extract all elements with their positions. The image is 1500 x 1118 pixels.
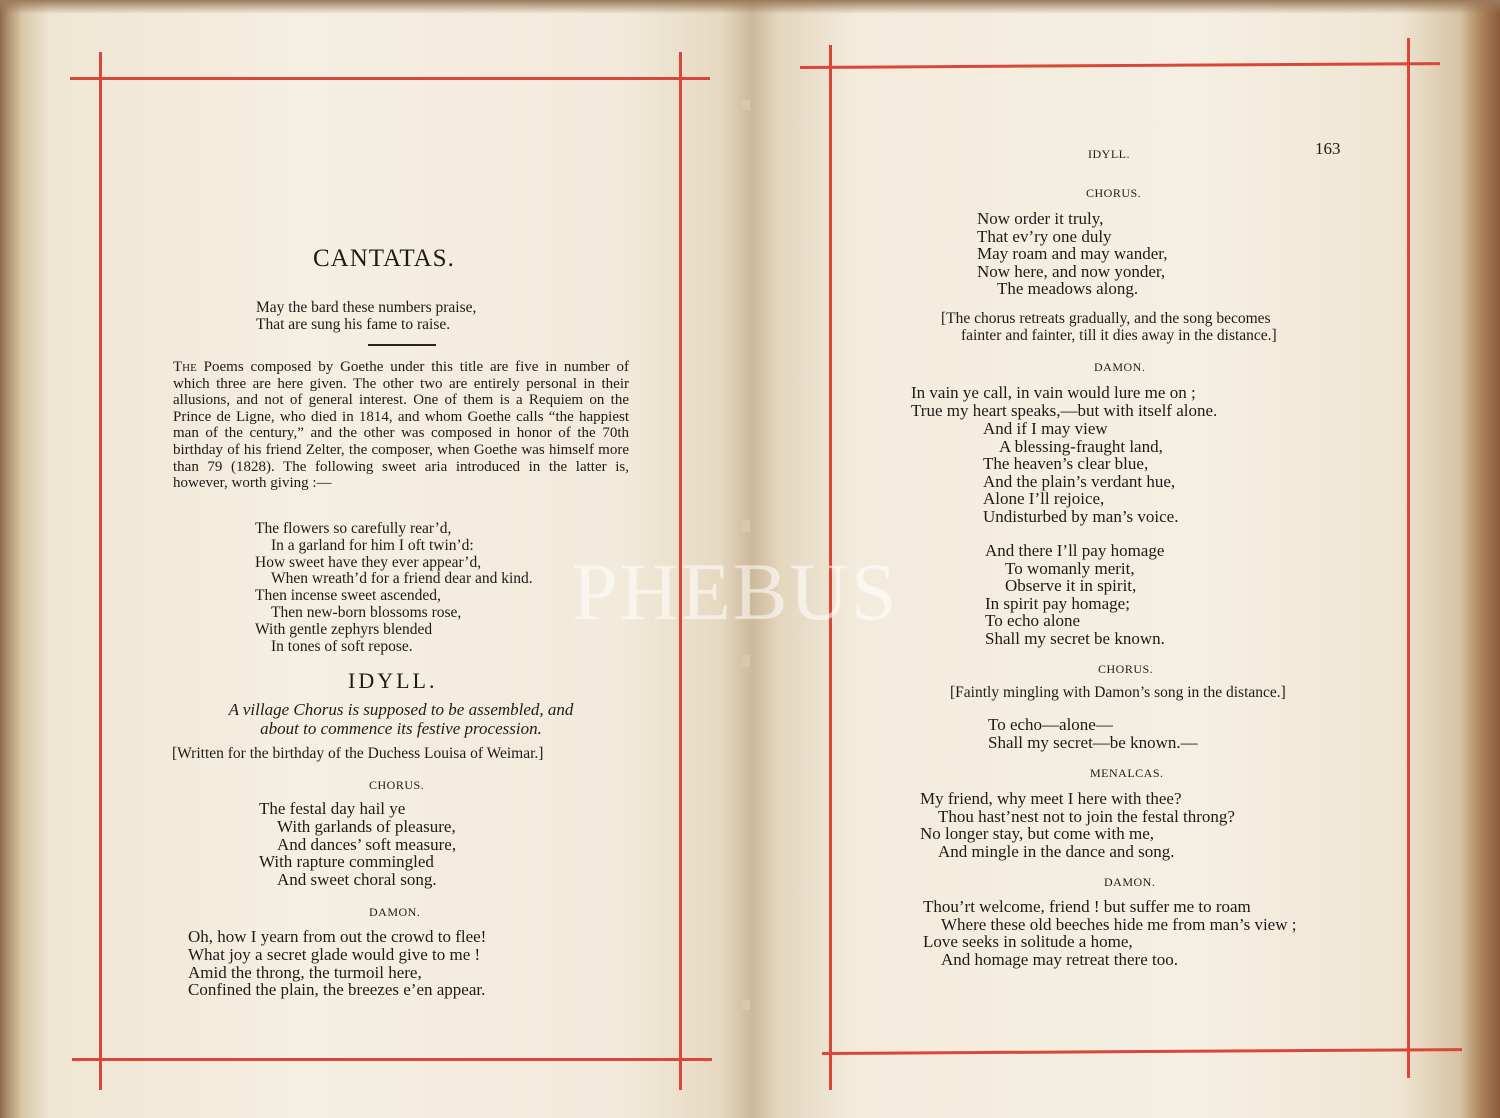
stage-line: [The chorus retreats gradually, and the song becomes: [941, 310, 1271, 327]
damon-verse: [911, 384, 1217, 419]
speaker-heading: CHORUS.: [1086, 186, 1142, 200]
verse-line: To echo—alone—: [988, 715, 1113, 734]
verse-line: Thou hast’nest not to join the festal throng?: [938, 806, 1235, 826]
verse-line: In vain ye call, in vain would lure me on ;: [911, 383, 1196, 402]
verse-line: Alone I’ll rejoice,: [983, 489, 1105, 508]
idyll-subtitle-line: about to commence its festive procession.: [260, 719, 542, 738]
verse-line: My friend, why meet I here with thee?: [920, 789, 1182, 808]
menalcas-verse: [920, 790, 1235, 860]
verse-line: Shall my secret be known.: [985, 628, 1165, 648]
verse-line: And there I’ll pay homage: [985, 541, 1165, 560]
epigraph-line: That are sung his fame to raise.: [256, 315, 451, 333]
chorus-verse: [977, 210, 1168, 298]
chorus-verse: [988, 716, 1198, 751]
damon-verse: [923, 898, 1296, 968]
damon-verse: [985, 542, 1165, 647]
damon-verse: [983, 420, 1178, 525]
verse-line: Confined the plain, the breezes e’en appear.: [188, 980, 486, 1000]
verse-line: And sweet choral song.: [277, 870, 437, 890]
stage-direction: [941, 310, 1277, 344]
verse-line: May roam and may wander,: [977, 244, 1168, 264]
verse-line: True my heart speaks,—but with itself alone.: [911, 400, 1218, 420]
speaker-heading: CHORUS.: [369, 778, 425, 792]
verse-line: Amid the throng, the turmoil here,: [188, 962, 422, 982]
verse-line: With rapture commingled: [259, 852, 434, 872]
binding-stitch: [742, 1000, 750, 1010]
verse-line: Shall my secret—be known.—: [988, 732, 1198, 752]
dedication-note: [Written for the birthday of the Duchess Louisa of Weimar.]: [172, 745, 544, 762]
verse-line: With garlands of pleasure,: [277, 816, 456, 836]
verse-line: And the plain’s verdant hue,: [983, 471, 1176, 491]
section-divider: [368, 344, 436, 346]
verse-line: And mingle in the dance and song.: [938, 841, 1175, 861]
verse-line: What joy a secret glade would give to me !: [188, 944, 481, 964]
right-border-bottom: [822, 1048, 1462, 1055]
verse-line: With gentle zephyrs blended: [255, 620, 433, 638]
verse-line: The festal day hail ye: [259, 799, 406, 818]
stage-line: fainter and fainter, till it dies away in the distance.]: [961, 327, 1277, 344]
verse-line: And homage may retreat there too.: [941, 949, 1178, 969]
watermark: PHEBUS: [572, 546, 899, 637]
verse-line: The heaven’s clear blue,: [983, 454, 1149, 473]
verse-line: How sweet have they ever appear’d,: [255, 553, 482, 571]
running-head: IDYLL.: [1088, 147, 1130, 161]
verse-line: Thou’rt welcome, friend ! but suffer me to roam: [923, 897, 1251, 916]
idyll-subtitle: [160, 700, 642, 738]
idyll-title: IDYLL.: [348, 668, 438, 693]
verse-line: Now here, and now yonder,: [977, 261, 1166, 281]
verse-line: In tones of soft repose.: [271, 637, 413, 655]
stage-direction: [Faintly mingling with Damon’s song in the distance.]: [950, 684, 1286, 701]
verse-line: To echo alone: [985, 611, 1081, 630]
chorus-verse: [259, 800, 456, 889]
verse-line: The flowers so carefully rear’d,: [255, 520, 452, 537]
verse-line: No longer stay, but come with me,: [920, 824, 1155, 843]
verse-line: Then incense sweet ascended,: [255, 587, 441, 605]
verse-line: The meadows along.: [997, 279, 1139, 299]
verse-line: In spirit pay homage;: [985, 593, 1130, 613]
epigraph-line: May the bard these numbers praise,: [256, 299, 477, 316]
speaker-heading: CHORUS.: [1098, 662, 1154, 676]
right-border-right: [1407, 38, 1410, 1078]
binding-stitch: [742, 520, 750, 532]
verse-line: A blessing-fraught land,: [999, 436, 1163, 456]
page-number: 163: [1315, 139, 1341, 158]
verse-line: Then new-born blossoms rose,: [271, 603, 462, 621]
speaker-heading: DAMON.: [1104, 875, 1156, 889]
epigraph: [256, 300, 476, 333]
verse-line: To womanly merit,: [1005, 558, 1135, 578]
speaker-heading: DAMON.: [369, 905, 421, 919]
verse-line: Now order it truly,: [977, 209, 1104, 228]
verse-line: That ev’ry one duly: [977, 226, 1112, 246]
aria-verse: [255, 521, 533, 655]
verse-line: Where these old beeches hide me from man’s view ;: [941, 914, 1297, 934]
verse-line: And if I may view: [983, 419, 1108, 438]
left-border-left: [99, 52, 102, 1090]
left-border-bottom: [72, 1058, 712, 1061]
binding-stitch: [742, 655, 750, 667]
intro-text: Poems composed by Goethe under this title are five in number of which three are here given. The other two are entirely personal in their allusions, and not of general interest. One of them is a Requiem on the Prince de Ligne, who died in 1814, and whom Goethe calls “the happiest man of the century,” and the other was composed in honor of the 70th birthday of his friend Zelter, the composer, when Goethe was himself more than 79 (1828). The following sweet aria introduced in the latter is, however, worth giving :—: [173, 359, 629, 492]
page-title: CANTATAS.: [313, 245, 455, 272]
verse-line: Oh, how I yearn from out the crowd to flee!: [188, 927, 487, 946]
verse-line: Undisturbed by man’s voice.: [983, 506, 1179, 526]
damon-verse: [188, 928, 486, 999]
intro-paragraph: [173, 359, 629, 492]
intro-first-word: The: [173, 359, 197, 375]
verse-line: Love seeks in solitude a home,: [923, 932, 1133, 951]
page-edge-shadow: [0, 0, 1500, 14]
idyll-subtitle-line: A village Chorus is supposed to be assembled, and: [228, 700, 574, 719]
speaker-heading: DAMON.: [1094, 360, 1146, 374]
right-border-top: [800, 62, 1440, 69]
verse-line: In a garland for him I oft twin’d:: [271, 536, 474, 554]
verse-line: Observe it in spirit,: [1005, 576, 1137, 595]
binding-stitch: [742, 100, 750, 110]
verse-line: When wreath’d for a friend dear and kind.: [271, 570, 533, 588]
left-border-top: [70, 77, 710, 80]
verse-line: And dances’ soft measure,: [277, 834, 457, 854]
speaker-heading: MENALCAS.: [1090, 766, 1164, 780]
